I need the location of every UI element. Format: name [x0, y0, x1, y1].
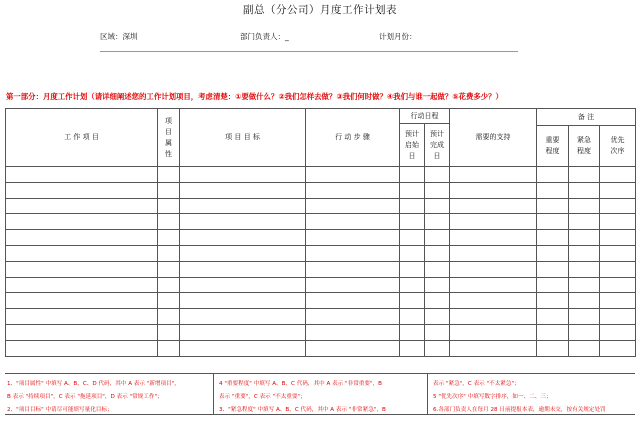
- table-cell[interactable]: [6, 230, 158, 246]
- note-1b: B 表示 "持续项目"，C 表示 "拖延项目"，D 表示 "常规工作"；: [7, 394, 163, 400]
- table-row: [6, 340, 636, 356]
- table-cell[interactable]: [425, 261, 450, 277]
- table-cell[interactable]: [537, 198, 569, 214]
- table-cell[interactable]: [450, 340, 537, 356]
- table-cell[interactable]: [6, 198, 158, 214]
- table-cell[interactable]: [600, 214, 636, 230]
- header-item-attr: 项目属性: [158, 109, 180, 167]
- table-row: [6, 277, 636, 293]
- table-cell[interactable]: [425, 167, 450, 183]
- page-title: 副总（分公司）月度工作计划表: [243, 4, 397, 16]
- notes-divider-1: [213, 374, 214, 414]
- table-cell[interactable]: [400, 340, 425, 356]
- table-cell[interactable]: [600, 277, 636, 293]
- table-cell[interactable]: [425, 245, 450, 261]
- region-field: [100, 31, 138, 42]
- table-cell[interactable]: [180, 230, 306, 246]
- table-cell[interactable]: [180, 167, 306, 183]
- table-cell[interactable]: [180, 214, 306, 230]
- table-cell[interactable]: [158, 198, 180, 214]
- dept-head-label: 部门负责人：: [240, 32, 285, 41]
- note-4: 4 "重要程度" 中填写 A、B、C 代码，其中 A 表示 "非常重要"，B: [219, 381, 383, 387]
- table-cell[interactable]: [537, 324, 569, 340]
- table-cell[interactable]: [537, 309, 569, 325]
- table-cell[interactable]: [569, 182, 600, 198]
- plan-month-field: [379, 31, 417, 42]
- table-row: [6, 167, 636, 183]
- table-cell[interactable]: [180, 261, 306, 277]
- table-cell[interactable]: [6, 167, 158, 183]
- table-cell[interactable]: [158, 261, 180, 277]
- table-cell[interactable]: [306, 309, 400, 325]
- table-cell[interactable]: [158, 293, 180, 309]
- table-row: [6, 214, 636, 230]
- table-cell[interactable]: [569, 230, 600, 246]
- header-action-steps: 行 动 步 骤: [306, 109, 400, 167]
- table-cell[interactable]: [425, 293, 450, 309]
- table-cell[interactable]: [6, 277, 158, 293]
- table-row: [6, 182, 636, 198]
- table-cell[interactable]: [450, 230, 537, 246]
- header-urgency: 紧急程度: [569, 126, 600, 167]
- notes-col-1: [7, 378, 180, 417]
- table-cell[interactable]: [180, 340, 306, 356]
- table-cell[interactable]: [425, 340, 450, 356]
- table-cell[interactable]: [569, 324, 600, 340]
- notes-section: [5, 373, 635, 415]
- table-cell[interactable]: [400, 230, 425, 246]
- table-cell[interactable]: [6, 245, 158, 261]
- table-cell[interactable]: [158, 324, 180, 340]
- table-cell[interactable]: [569, 261, 600, 277]
- table-cell[interactable]: [569, 293, 600, 309]
- table-cell[interactable]: [450, 277, 537, 293]
- header-remarks: 备 注: [537, 109, 636, 126]
- header-planned-end: 预计完成日: [425, 124, 450, 167]
- table-row: [6, 261, 636, 277]
- table-cell[interactable]: [180, 198, 306, 214]
- table-cell[interactable]: [180, 324, 306, 340]
- table-cell[interactable]: [306, 245, 400, 261]
- table-cell[interactable]: [450, 245, 537, 261]
- table-cell[interactable]: [400, 324, 425, 340]
- header-support-needed: 需要的支持: [450, 109, 537, 167]
- note-6: 6.各部门负责人在每月 28 日前提报本表，逾期未交，按有关规定处罚: [433, 407, 606, 413]
- table-cell[interactable]: [569, 277, 600, 293]
- table-cell[interactable]: [158, 309, 180, 325]
- table-cell[interactable]: [537, 340, 569, 356]
- table-row: [6, 324, 636, 340]
- table-cell[interactable]: [537, 167, 569, 183]
- table-body: [6, 167, 636, 357]
- table-cell[interactable]: [180, 293, 306, 309]
- table-cell[interactable]: [306, 182, 400, 198]
- table-cell[interactable]: [425, 182, 450, 198]
- table-cell[interactable]: [425, 309, 450, 325]
- table-cell[interactable]: [569, 167, 600, 183]
- header-importance: 重要程度: [537, 126, 569, 167]
- table-cell[interactable]: [537, 214, 569, 230]
- table-cell[interactable]: [600, 293, 636, 309]
- table-row: [6, 245, 636, 261]
- table-cell[interactable]: [180, 182, 306, 198]
- table-cell[interactable]: [6, 293, 158, 309]
- table-cell[interactable]: [425, 277, 450, 293]
- table-cell[interactable]: [537, 277, 569, 293]
- table-cell[interactable]: [450, 293, 537, 309]
- table-cell[interactable]: [600, 261, 636, 277]
- table-cell[interactable]: [6, 324, 158, 340]
- header-item-goal: 项 目 目 标: [180, 109, 306, 167]
- header-work-item: 工 作 项 目: [6, 109, 158, 167]
- table-cell[interactable]: [425, 324, 450, 340]
- table-cell[interactable]: [400, 309, 425, 325]
- work-plan-table: [5, 108, 636, 357]
- table-cell[interactable]: [425, 198, 450, 214]
- table-cell[interactable]: [450, 198, 537, 214]
- table-cell[interactable]: [306, 340, 400, 356]
- table-cell[interactable]: [6, 340, 158, 356]
- table-cell[interactable]: [450, 309, 537, 325]
- table-cell[interactable]: [600, 230, 636, 246]
- notes-col-3: [433, 378, 606, 417]
- table-cell[interactable]: [537, 182, 569, 198]
- table-cell[interactable]: [600, 340, 636, 356]
- header-planned-start: 预计启始日: [400, 124, 425, 167]
- plan-month-label: 计划月份：: [379, 32, 417, 41]
- header-priority: 优先次序: [600, 126, 636, 167]
- notes-col-2: [219, 378, 386, 417]
- notes-divider-2: [427, 374, 428, 414]
- table-row: [6, 309, 636, 325]
- table-row: [6, 198, 636, 214]
- table-cell[interactable]: [400, 277, 425, 293]
- table-cell[interactable]: [306, 324, 400, 340]
- table-cell[interactable]: [600, 309, 636, 325]
- table-cell[interactable]: [158, 167, 180, 183]
- table-cell[interactable]: [400, 214, 425, 230]
- table-cell[interactable]: [400, 261, 425, 277]
- table-cell[interactable]: [569, 198, 600, 214]
- table-cell[interactable]: [306, 198, 400, 214]
- table-cell[interactable]: [158, 245, 180, 261]
- table-cell[interactable]: [600, 324, 636, 340]
- table-cell[interactable]: [450, 324, 537, 340]
- table-cell[interactable]: [306, 293, 400, 309]
- table-cell[interactable]: [569, 214, 600, 230]
- table-cell[interactable]: [158, 230, 180, 246]
- table-cell[interactable]: [600, 245, 636, 261]
- table-cell[interactable]: [400, 167, 425, 183]
- dept-head-field: [240, 31, 289, 42]
- table-cell[interactable]: [600, 198, 636, 214]
- note-3: 3、"紧急程度" 中填写 A、B、C 代码，其中 A 表示 "非常紧急"，B: [219, 407, 386, 413]
- table-cell[interactable]: [158, 340, 180, 356]
- table-cell[interactable]: [6, 214, 158, 230]
- table-cell[interactable]: [6, 309, 158, 325]
- table-cell[interactable]: [450, 214, 537, 230]
- table-cell[interactable]: [425, 230, 450, 246]
- table-cell[interactable]: [158, 277, 180, 293]
- table-cell[interactable]: [537, 230, 569, 246]
- region-value[interactable]: 深圳: [122, 32, 138, 41]
- table-cell[interactable]: [180, 245, 306, 261]
- note-5: 5 "优先次序" 中填写数字排序，如一、二、三；: [433, 394, 552, 400]
- table-cell[interactable]: [306, 277, 400, 293]
- table-cell[interactable]: [306, 167, 400, 183]
- table-cell[interactable]: [306, 214, 400, 230]
- table-row: [6, 230, 636, 246]
- meta-underline: [100, 51, 518, 52]
- table-cell[interactable]: [569, 309, 600, 325]
- table-cell[interactable]: [450, 261, 537, 277]
- part1-heading: 第一部分：月度工作计划（请详细阐述您的工作计划项目，考虑清楚：①要做什么？②我们怎样去做？③我们何时做？④我们与谁一起做？⑤花费多少？）: [6, 92, 503, 101]
- table-cell[interactable]: [400, 245, 425, 261]
- table-row: [6, 293, 636, 309]
- table-cell[interactable]: [6, 182, 158, 198]
- table-cell[interactable]: [600, 167, 636, 183]
- table-cell[interactable]: [537, 293, 569, 309]
- dept-head-value[interactable]: _: [285, 32, 289, 41]
- note-2: 2、"项目目标" 中请尽可能填写量化目标；: [7, 407, 113, 413]
- region-label: 区域：: [100, 32, 123, 41]
- table-cell[interactable]: [158, 182, 180, 198]
- note-4b: 表示 "重要"，C 表示 "不太重要"；: [219, 394, 306, 400]
- table-cell[interactable]: [400, 198, 425, 214]
- table-cell[interactable]: [600, 182, 636, 198]
- table-cell[interactable]: [400, 293, 425, 309]
- table-cell[interactable]: [180, 277, 306, 293]
- header-schedule: 行动日程: [400, 109, 450, 124]
- table-cell[interactable]: [569, 340, 600, 356]
- table-cell[interactable]: [425, 214, 450, 230]
- table-cell[interactable]: [537, 261, 569, 277]
- note-1: 1、"项目属性" 中填写 A、B、C、D 代码，其中 A 表示 "新增项目"，: [7, 381, 180, 387]
- note-5a: 表示 "紧急"，C 表示 "不太紧急"；: [433, 381, 520, 387]
- table-cell[interactable]: [569, 245, 600, 261]
- table-cell[interactable]: [450, 182, 537, 198]
- table-cell[interactable]: [306, 230, 400, 246]
- table-cell[interactable]: [450, 167, 537, 183]
- table-cell[interactable]: [306, 261, 400, 277]
- table-cell[interactable]: [6, 261, 158, 277]
- table-cell[interactable]: [158, 214, 180, 230]
- table-cell[interactable]: [400, 182, 425, 198]
- table-cell[interactable]: [180, 309, 306, 325]
- table-cell[interactable]: [537, 245, 569, 261]
